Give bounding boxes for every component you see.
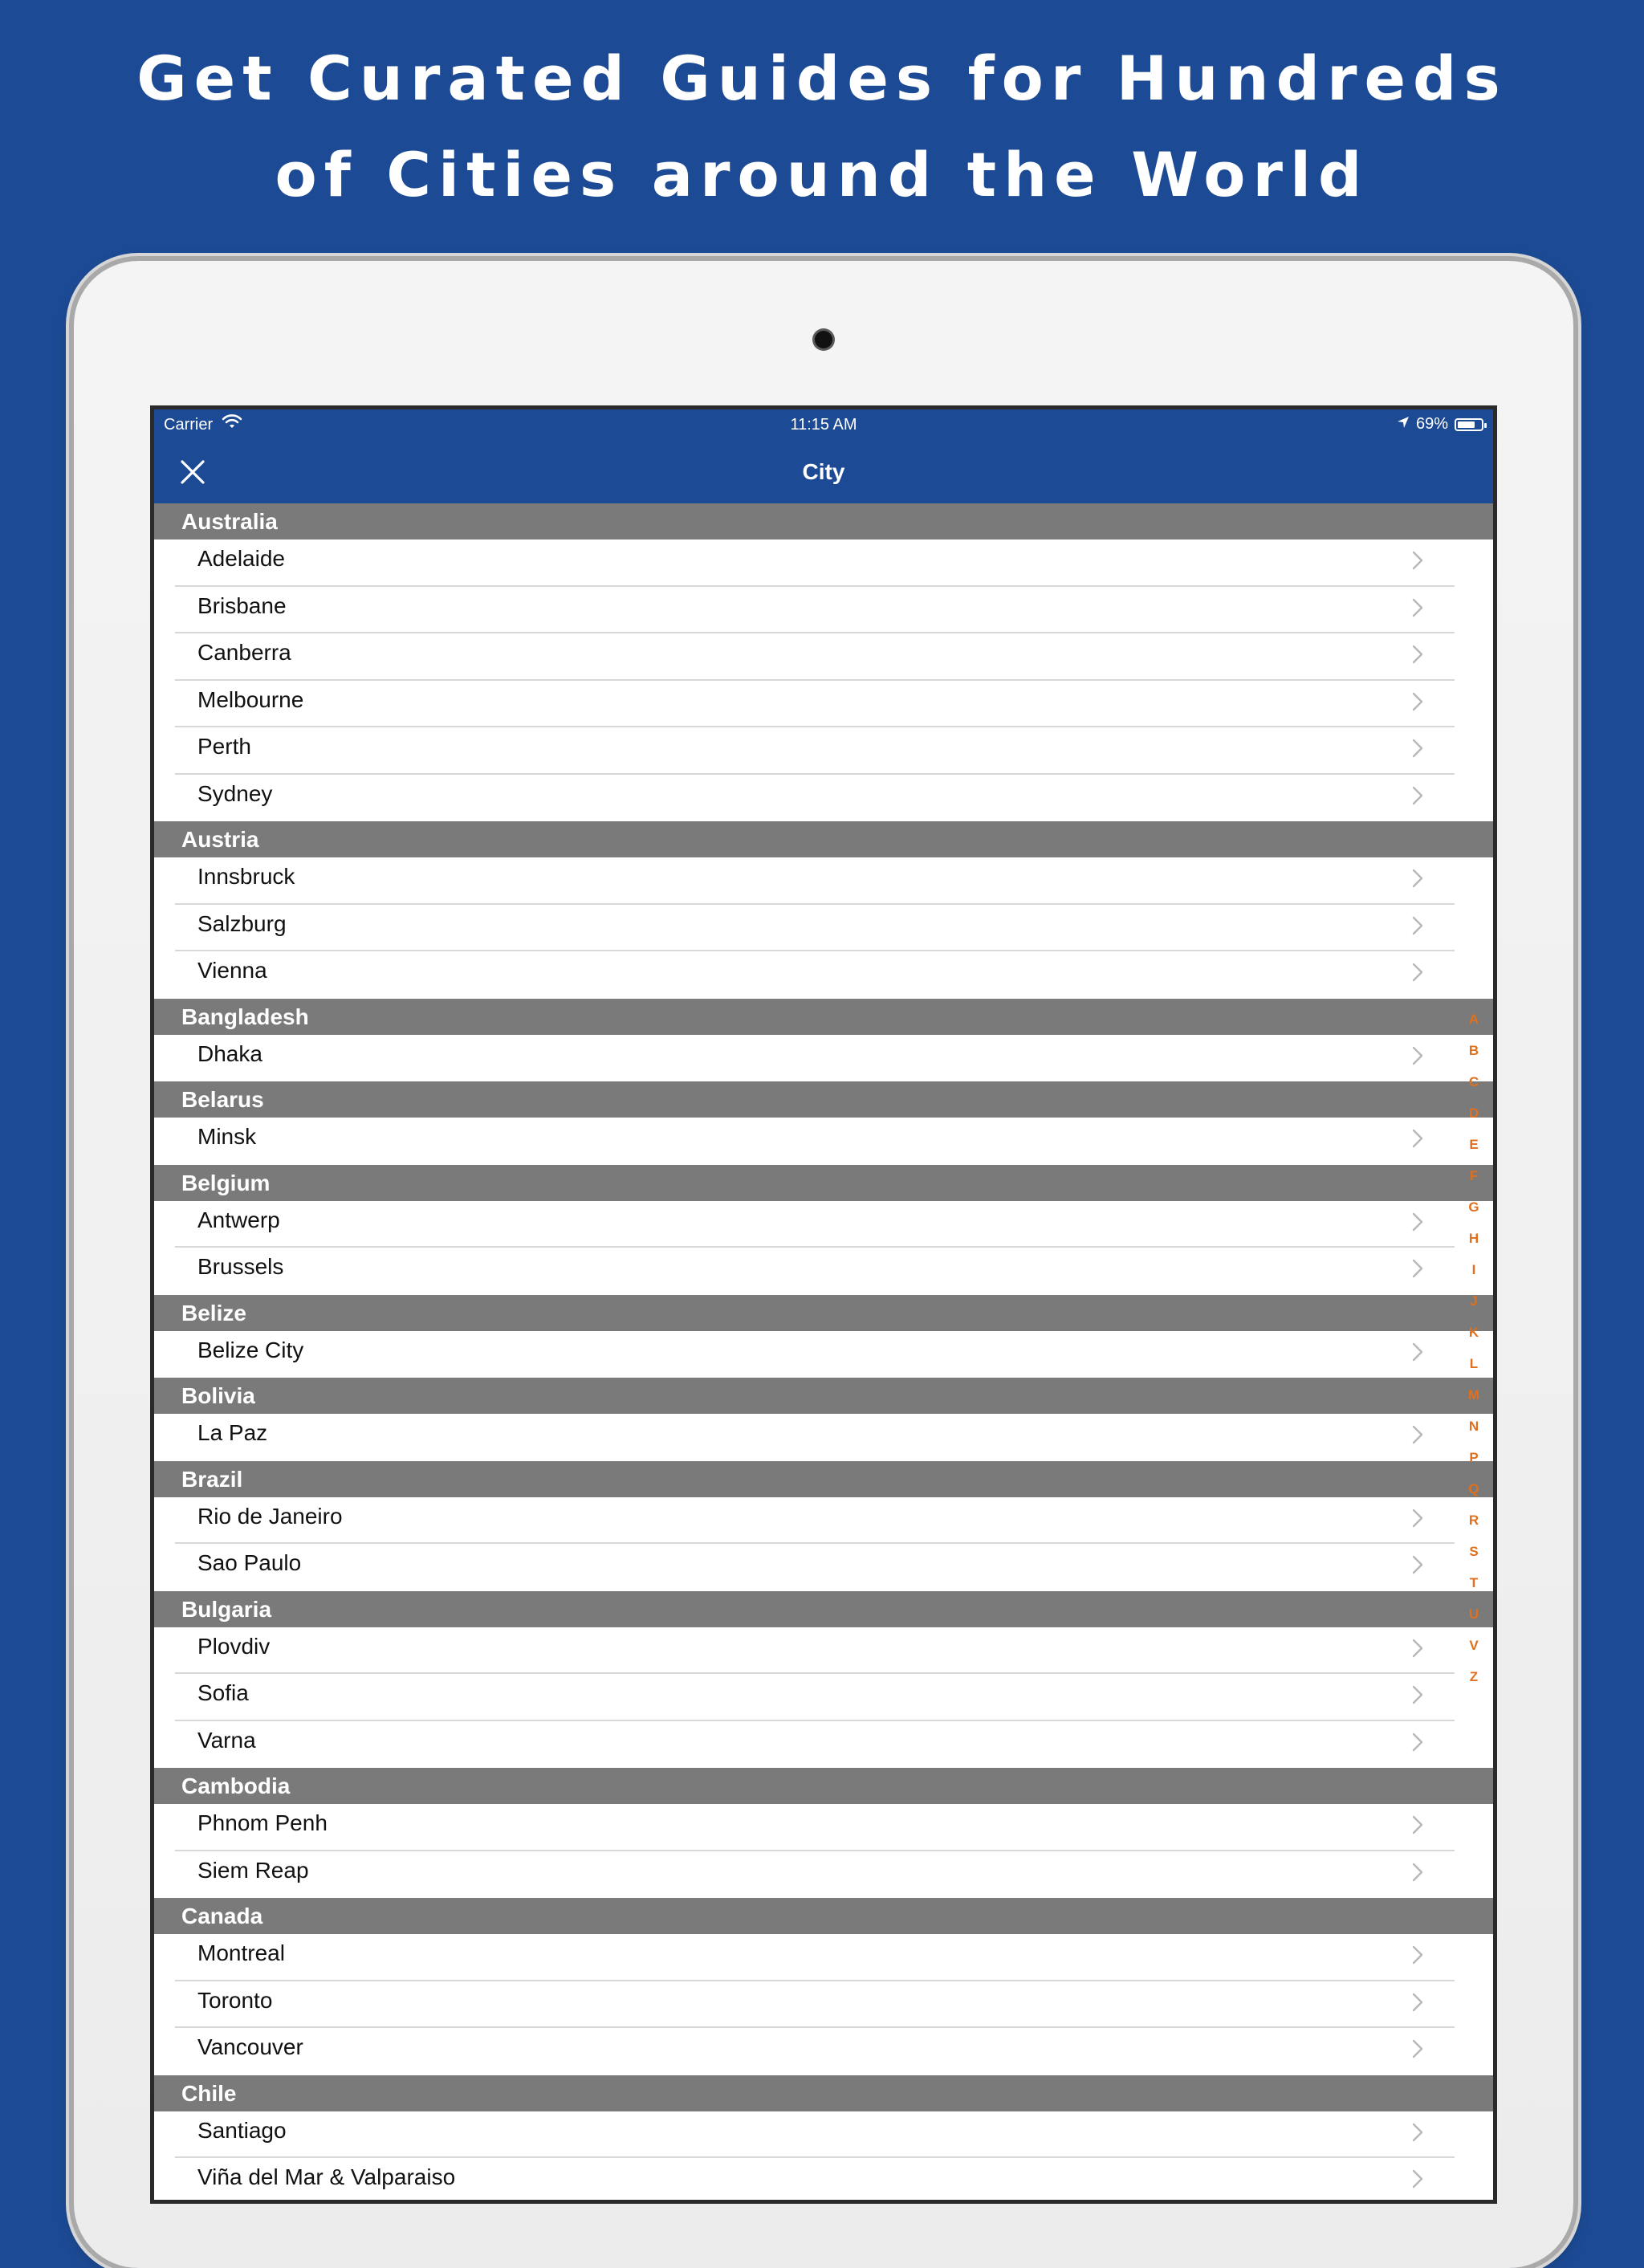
- city-row[interactable]: [154, 1118, 1493, 1165]
- city-label: Vienna: [197, 958, 267, 983]
- status-right: [1397, 415, 1483, 434]
- city-row[interactable]: [154, 775, 1493, 822]
- city-row[interactable]: [154, 1804, 1493, 1851]
- chevron-right-icon: [1411, 1732, 1424, 1753]
- index-letter[interactable]: U: [1468, 1606, 1479, 1622]
- chevron-right-icon: [1411, 738, 1424, 759]
- city-row[interactable]: [154, 727, 1493, 775]
- section-header: Chile: [154, 2075, 1493, 2111]
- city-label: Rio de Janeiro: [197, 1503, 343, 1529]
- section-header: Bangladesh: [154, 999, 1493, 1035]
- chevron-right-icon: [1411, 1211, 1424, 1232]
- section-header: Austria: [154, 821, 1493, 857]
- city-label: Perth: [197, 734, 251, 759]
- status-bar: [154, 409, 1493, 442]
- chevron-right-icon: [1411, 868, 1424, 889]
- chevron-right-icon: [1411, 691, 1424, 712]
- city-label: Plovdiv: [197, 1633, 271, 1659]
- chevron-right-icon: [1411, 1992, 1424, 2013]
- city-label: Antwerp: [197, 1207, 280, 1232]
- city-label: Sao Paulo: [197, 1550, 302, 1575]
- city-label: Toronto: [197, 1987, 273, 2013]
- carrier-label: Carrier: [164, 416, 214, 434]
- city-label: La Paz: [197, 1420, 268, 1445]
- section-header: Belize: [154, 1295, 1493, 1331]
- section-header: Bolivia: [154, 1378, 1493, 1414]
- city-label: Varna: [197, 1727, 256, 1753]
- city-row[interactable]: [154, 1544, 1493, 1591]
- city-row[interactable]: [154, 2111, 1493, 2159]
- chevron-right-icon: [1411, 915, 1424, 936]
- index-letter[interactable]: I: [1471, 1262, 1476, 1277]
- city-row[interactable]: [154, 1851, 1493, 1899]
- chevron-right-icon: [1411, 644, 1424, 665]
- city-label: Adelaide: [197, 546, 285, 571]
- chevron-right-icon: [1411, 1814, 1424, 1835]
- city-row[interactable]: [154, 587, 1493, 634]
- index-letter[interactable]: Z: [1469, 1669, 1479, 1684]
- index-letter[interactable]: A: [1468, 1012, 1479, 1027]
- city-label: Melbourne: [197, 686, 304, 712]
- index-letter[interactable]: H: [1468, 1231, 1479, 1246]
- city-label: Minsk: [197, 1124, 257, 1149]
- index-letter[interactable]: N: [1468, 1419, 1479, 1434]
- chevron-right-icon: [1411, 785, 1424, 806]
- chevron-right-icon: [1411, 1342, 1424, 1362]
- city-row[interactable]: [154, 951, 1493, 999]
- chevron-right-icon: [1411, 1554, 1424, 1575]
- index-letter[interactable]: P: [1469, 1450, 1479, 1465]
- section-header: Cambodia: [154, 1768, 1493, 1804]
- index-letter[interactable]: D: [1468, 1105, 1479, 1121]
- section-header: Brazil: [154, 1461, 1493, 1497]
- index-letter[interactable]: V: [1469, 1638, 1479, 1653]
- city-row[interactable]: [154, 1981, 1493, 2029]
- city-row[interactable]: [154, 681, 1493, 728]
- city-label: Brisbane: [197, 592, 287, 618]
- city-label: Montreal: [197, 1940, 285, 1965]
- city-row[interactable]: [154, 1934, 1493, 1981]
- city-label: Santiago: [197, 2117, 287, 2143]
- chevron-right-icon: [1411, 1258, 1424, 1279]
- index-letter[interactable]: E: [1469, 1137, 1479, 1152]
- battery-percent: 69%: [1415, 415, 1448, 433]
- index-letter[interactable]: B: [1468, 1043, 1479, 1058]
- city-row[interactable]: [154, 1721, 1493, 1769]
- headline-line-2: of Cities around the World: [275, 139, 1369, 210]
- city-row[interactable]: [154, 1414, 1493, 1461]
- index-letter[interactable]: T: [1469, 1575, 1479, 1590]
- city-row[interactable]: [154, 540, 1493, 587]
- battery-icon: [1455, 418, 1483, 431]
- city-label: Phnom Penh: [197, 1810, 328, 1835]
- page-title: City: [802, 459, 845, 484]
- section-index-bar[interactable]: [1458, 1004, 1490, 1692]
- city-row[interactable]: [154, 1248, 1493, 1295]
- location-arrow-icon: [1397, 415, 1410, 434]
- chevron-right-icon: [1411, 1638, 1424, 1659]
- section-header: Belarus: [154, 1081, 1493, 1118]
- city-label: Canberra: [197, 640, 291, 665]
- city-label: Salzburg: [197, 910, 287, 936]
- city-label: Innsbruck: [197, 864, 295, 889]
- city-list[interactable]: [154, 503, 1493, 2200]
- index-letter[interactable]: C: [1468, 1074, 1479, 1089]
- city-label: Viña del Mar & Valparaiso: [197, 2164, 456, 2189]
- status-time: 11:15 AM: [790, 416, 857, 434]
- city-row[interactable]: [154, 2028, 1493, 2075]
- app-screen: [154, 409, 1493, 2200]
- index-letter[interactable]: F: [1469, 1168, 1479, 1183]
- city-row[interactable]: [154, 857, 1493, 905]
- city-label: Siem Reap: [197, 1857, 309, 1883]
- section-header: Belgium: [154, 1165, 1493, 1201]
- city-row[interactable]: [154, 1674, 1493, 1721]
- camera-icon: [815, 331, 832, 348]
- city-label: Sofia: [197, 1680, 249, 1705]
- city-row[interactable]: [154, 1497, 1493, 1545]
- chevron-right-icon: [1411, 2168, 1424, 2189]
- city-label: Belize City: [197, 1337, 304, 1362]
- section-header: Australia: [154, 503, 1493, 540]
- city-row[interactable]: [154, 1331, 1493, 1378]
- chevron-right-icon: [1411, 1508, 1424, 1529]
- city-label: Vancouver: [197, 2034, 303, 2059]
- index-letter[interactable]: M: [1467, 1387, 1480, 1403]
- city-row[interactable]: [154, 1035, 1493, 1082]
- index-letter[interactable]: R: [1468, 1513, 1479, 1528]
- section-header: Canada: [154, 1898, 1493, 1934]
- city-label: Dhaka: [197, 1040, 262, 1066]
- city-row[interactable]: [154, 2158, 1493, 2200]
- chevron-right-icon: [1411, 1128, 1424, 1149]
- index-letter[interactable]: S: [1469, 1544, 1479, 1559]
- city-row[interactable]: [154, 1201, 1493, 1248]
- chevron-right-icon: [1411, 597, 1424, 618]
- chevron-right-icon: [1411, 962, 1424, 983]
- index-letter[interactable]: J: [1470, 1293, 1478, 1309]
- headline-line-1: Get Curated Guides for Hundreds: [136, 43, 1508, 114]
- city-label: Sydney: [197, 780, 273, 806]
- chevron-right-icon: [1411, 1862, 1424, 1883]
- chevron-right-icon: [1411, 2122, 1424, 2143]
- chevron-right-icon: [1411, 1684, 1424, 1705]
- chevron-right-icon: [1411, 1045, 1424, 1066]
- city-row[interactable]: [154, 905, 1493, 952]
- chevron-right-icon: [1411, 1944, 1424, 1965]
- chevron-right-icon: [1411, 2038, 1424, 2059]
- index-letter[interactable]: G: [1468, 1199, 1479, 1215]
- section-header: Bulgaria: [154, 1591, 1493, 1627]
- city-row[interactable]: [154, 1627, 1493, 1675]
- nav-bar: [154, 442, 1493, 503]
- chevron-right-icon: [1411, 550, 1424, 571]
- index-letter[interactable]: L: [1469, 1356, 1479, 1371]
- index-letter[interactable]: Q: [1468, 1481, 1479, 1496]
- chevron-right-icon: [1411, 1424, 1424, 1445]
- city-label: Brussels: [197, 1254, 284, 1279]
- city-row[interactable]: [154, 633, 1493, 681]
- index-letter[interactable]: K: [1468, 1325, 1479, 1340]
